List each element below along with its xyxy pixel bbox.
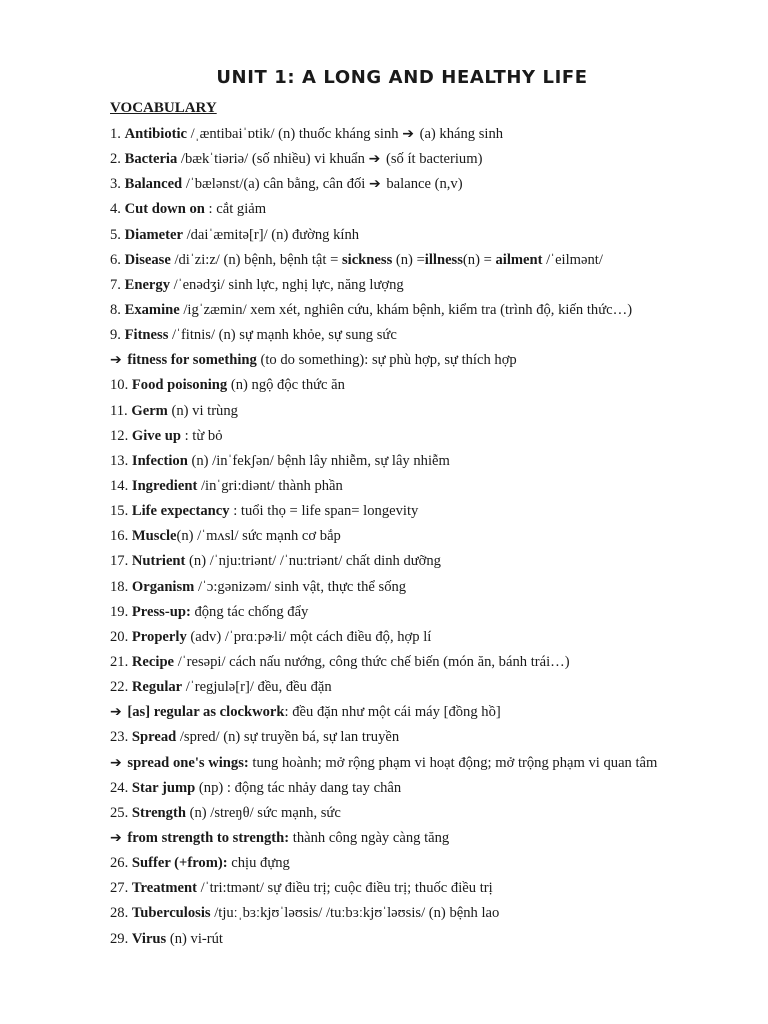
- vocab-term: Properly: [131, 628, 187, 645]
- vocab-line: [110, 199, 750, 224]
- vocab-term: Recipe: [131, 653, 175, 670]
- vocab-term: Nutrient: [131, 553, 186, 570]
- arrow-right-icon: ➔: [402, 126, 414, 142]
- vocab-term: Suffer (+from):: [131, 855, 228, 872]
- vocab-line: [110, 652, 750, 677]
- vocab-line: [110, 828, 750, 853]
- vocab-text: 7.: [110, 276, 125, 293]
- vocab-term: Disease: [124, 251, 171, 268]
- vocab-term: Examine: [124, 301, 180, 318]
- vocab-term: Food poisoning: [131, 377, 228, 394]
- vocab-text: /daiˈæmitə[r]/ (n) đường kính: [182, 226, 360, 243]
- vocab-text: tung hoành; mở rộng phạm vi hoạt động; mở trộng phạm vi quan tâm: [248, 754, 658, 771]
- vocab-text: /diˈzi:z/ (n) bệnh, bệnh tật =: [170, 251, 342, 268]
- vocab-text: balance (n,v): [382, 176, 463, 193]
- vocab-term: from strength to strength:: [127, 829, 290, 846]
- vocab-line: [110, 526, 750, 551]
- vocab-text: /inˈgri:diənt/ thành phần: [197, 477, 343, 494]
- vocab-term: Life expectancy: [131, 503, 230, 520]
- vocab-term: [as] regular as clockwork: [127, 704, 285, 721]
- vocab-text: /tjuːˌbɜːkjʊˈləʊsis/ /tuːbɜːkjʊˈləʊsis/ (n) bệnh lao: [210, 905, 500, 922]
- vocab-text: (n) vi trùng: [167, 402, 238, 419]
- vocab-term: Virus: [131, 930, 167, 947]
- vocab-text: (a) kháng sinh: [415, 126, 504, 142]
- vocab-text: 10.: [110, 377, 132, 394]
- vocab-line: [110, 803, 750, 828]
- vocab-text: (n) /streŋθ/ sức mạnh, sức: [185, 804, 341, 821]
- vocab-line: [110, 627, 750, 652]
- vocab-text: (n) /inˈfekʃən/ bệnh lây nhiễm, sự lây nhiễm: [187, 452, 450, 469]
- vocab-line: [110, 727, 750, 752]
- vocab-text: 19.: [110, 603, 132, 620]
- vocab-text: /ˌæntibaiˈɒtik/ (n) thuốc kháng sinh: [187, 126, 403, 142]
- vocab-text: (n) /ˈnju:triənt/ /ˈnu:triənt/ chất dinh dưỡng: [185, 553, 441, 570]
- vocab-text: (n) vi-rút: [166, 930, 223, 947]
- vocab-text: 25.: [110, 804, 132, 821]
- vocab-term: Muscle: [131, 528, 177, 545]
- vocab-term: Regular: [131, 679, 183, 696]
- vocab-text: 28.: [110, 905, 132, 922]
- vocab-line: [110, 451, 750, 476]
- vocab-line: [110, 174, 750, 199]
- vocab-line: [110, 325, 750, 350]
- vocab-text: (n) ngộ độc thức ăn: [227, 377, 345, 394]
- vocab-text: 16.: [110, 528, 132, 545]
- vocab-text: 22.: [110, 679, 132, 696]
- vocab-text: 14.: [110, 477, 132, 494]
- vocab-line: [110, 602, 750, 627]
- vocab-text: /ˈregjulə[r]/ đều, đều đặn: [182, 679, 332, 696]
- vocab-term: Antibiotic: [124, 126, 188, 142]
- vocab-line: [110, 476, 750, 501]
- vocab-line: [110, 929, 750, 954]
- arrow-right-icon: ➔: [110, 829, 122, 846]
- vocab-term: Treatment: [131, 880, 197, 897]
- vocab-text: /ˈresəpi/ cách nấu nướng, công thức chế biến (món ăn, bánh trái…): [174, 653, 570, 670]
- vocab-term: spread one's wings:: [127, 754, 249, 771]
- vocab-line: [110, 300, 750, 325]
- vocab-text: động tác chống đẩy: [190, 603, 309, 620]
- vocab-term: Balanced: [124, 176, 183, 193]
- vocab-term: sickness: [341, 251, 393, 268]
- vocab-term: Germ: [131, 402, 168, 419]
- vocab-line: [110, 753, 750, 778]
- vocab-text: /ˈenədʒi/ sinh lực, nghị lực, năng lượng: [170, 276, 404, 293]
- vocab-line: [110, 401, 750, 426]
- vocab-text: /igˈzæmin/ xem xét, nghiên cứu, khám bệnh, kiểm tra (trình độ, kiến thức…): [179, 301, 633, 318]
- vocab-text: /ˈɔ:gənizəm/ sinh vật, thực thể sống: [194, 578, 407, 595]
- vocab-text: /ˈfitnis/ (n) sự mạnh khỏe, sự sung sức: [168, 327, 397, 344]
- vocab-text: 29.: [110, 930, 132, 947]
- vocab-text: 20.: [110, 628, 132, 645]
- vocab-text: 6.: [110, 251, 125, 268]
- arrow-right-icon: ➔: [110, 352, 122, 369]
- vocab-text: 17.: [110, 553, 132, 570]
- vocab-term: Diameter: [124, 226, 183, 243]
- vocab-text: 27.: [110, 880, 132, 897]
- vocab-term: Tuberculosis: [131, 905, 211, 922]
- vocab-text: 2.: [110, 151, 125, 168]
- vocab-line: [110, 250, 750, 275]
- vocab-term: Bacteria: [124, 151, 178, 168]
- vocab-line: [110, 426, 750, 451]
- vocab-line: [110, 853, 750, 878]
- vocab-text: 21.: [110, 653, 132, 670]
- vocab-text: 26.: [110, 855, 132, 872]
- vocab-term: Fitness: [124, 327, 169, 344]
- section-heading: VOCABULARY: [110, 100, 217, 116]
- vocab-text: /spred/ (n) sự truyền bá, sự lan truyền: [176, 729, 400, 746]
- vocab-text: 8.: [110, 301, 125, 318]
- vocab-text: : cắt giảm: [204, 201, 267, 218]
- vocab-line: [110, 124, 750, 149]
- vocab-text: 24.: [110, 779, 132, 796]
- vocab-term: Infection: [131, 452, 188, 469]
- vocab-text: chịu đựng: [227, 855, 290, 872]
- vocab-line: [110, 350, 750, 375]
- vocab-text: /bækˈtiəriə/ (số nhiều) vi khuẩn: [177, 151, 369, 168]
- vocab-line: [110, 702, 750, 727]
- vocab-text: 15.: [110, 503, 132, 520]
- vocab-term: Strength: [131, 804, 186, 821]
- vocab-text: 1.: [110, 126, 125, 142]
- vocab-text: 13.: [110, 452, 132, 469]
- vocab-term: Ingredient: [131, 477, 198, 494]
- vocab-line: [110, 778, 750, 803]
- vocab-text: thành công ngày càng tăng: [289, 829, 450, 846]
- vocab-text: 3.: [110, 176, 125, 193]
- vocab-text: 18.: [110, 578, 132, 595]
- arrow-right-icon: ➔: [110, 704, 122, 721]
- vocab-term: Energy: [124, 276, 170, 293]
- vocab-line: [110, 275, 750, 300]
- vocab-text: (n) =: [392, 251, 425, 268]
- vocab-text: (adv) /ˈprɑːpɚli/ một cách điều độ, hợp lí: [186, 628, 432, 645]
- vocab-term: fitness for something: [127, 352, 257, 369]
- vocab-line: [110, 501, 750, 526]
- vocab-line: [110, 149, 750, 174]
- vocab-line: [110, 903, 750, 928]
- vocab-text: (n) /ˈmʌsl/ sức mạnh cơ bắp: [176, 528, 341, 545]
- vocab-line: [110, 551, 750, 576]
- arrow-right-icon: ➔: [368, 151, 381, 168]
- arrow-right-icon: ➔: [369, 176, 381, 193]
- vocab-line: [110, 225, 750, 250]
- vocab-line: [110, 677, 750, 702]
- vocab-term: illness: [424, 251, 463, 268]
- vocab-text: : tuổi thọ = life span= longevity: [229, 503, 419, 520]
- vocab-text: (to do something): sự phù hợp, sự thích hợp: [256, 352, 517, 369]
- vocab-text: /ˈeilmənt/: [542, 251, 603, 268]
- vocab-text: 11.: [110, 402, 132, 419]
- vocab-term: Press-up:: [131, 603, 191, 620]
- vocab-line: [110, 878, 750, 903]
- vocab-text: /ˈtri:tmənt/ sự điều trị; cuộc điều trị; thuốc điều trị: [197, 880, 493, 897]
- vocab-term: Give up: [131, 427, 181, 444]
- vocab-text: /ˈbælənst/(a) cân bằng, cân đối: [182, 176, 369, 193]
- vocab-term: Cut down on: [124, 201, 205, 218]
- vocab-term: Organism: [131, 578, 195, 595]
- vocab-line: [110, 577, 750, 602]
- vocab-text: (np) : động tác nhảy dang tay chân: [195, 779, 402, 796]
- vocab-term: ailment: [495, 251, 543, 268]
- vocab-text: 9.: [110, 327, 125, 344]
- vocab-term: Spread: [131, 729, 177, 746]
- vocabulary-list: [110, 124, 750, 954]
- vocab-text: (n) =: [462, 251, 496, 268]
- arrow-right-icon: ➔: [110, 754, 122, 771]
- vocab-text: 4.: [110, 201, 125, 218]
- vocab-term: Star jump: [131, 779, 196, 796]
- vocab-text: 23.: [110, 729, 132, 746]
- vocab-text: : đều đặn như một cái máy [đồng hồ]: [284, 704, 501, 721]
- vocab-text: : từ bỏ: [180, 427, 223, 444]
- vocab-text: 5.: [110, 226, 125, 243]
- vocab-text: (số ít bacterium): [382, 151, 483, 168]
- vocab-line: [110, 375, 750, 400]
- vocab-text: 12.: [110, 427, 132, 444]
- page-title: UNIT 1: A LONG AND HEALTHY LIFE: [216, 67, 588, 88]
